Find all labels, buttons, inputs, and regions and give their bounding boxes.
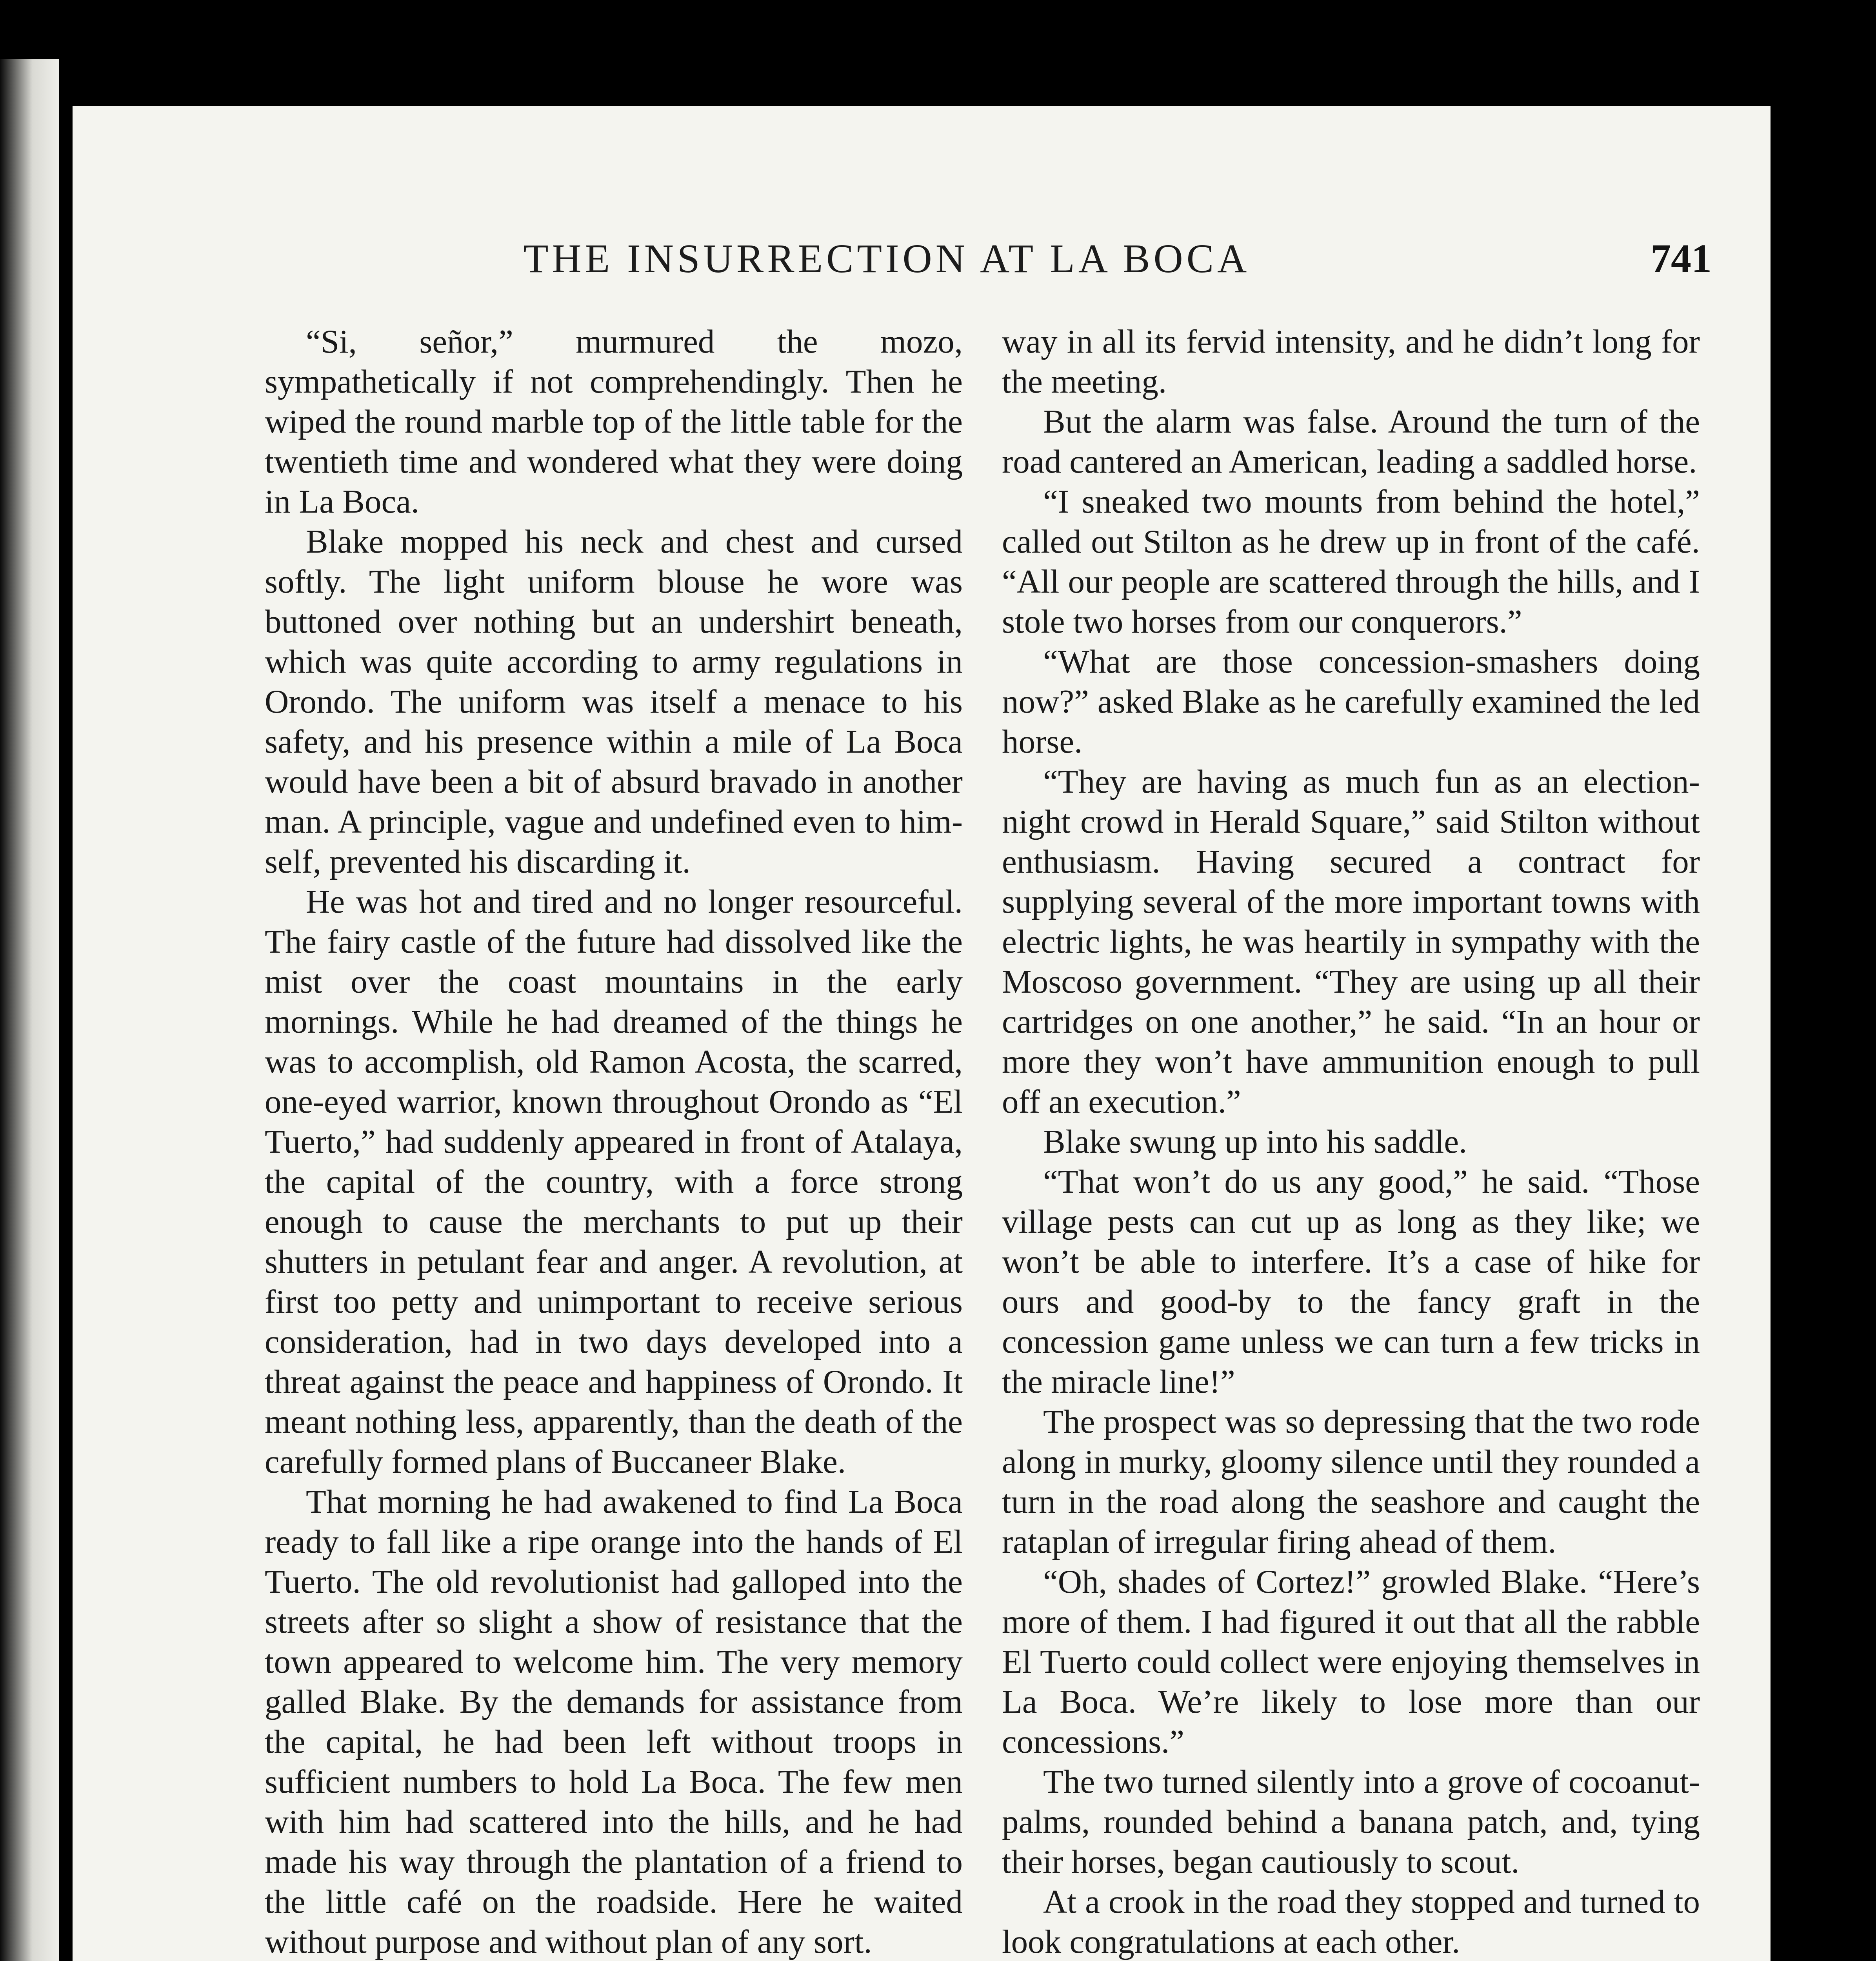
paragraph: The prospect was so depressing that the two rode along in murky, gloomy silence until they rounded a turn in the road along the seashore and caught the rataplan of irregular firing ahead of them. [1002, 1403, 1700, 1560]
paragraph: At a crook in the road they stopped and turned to look congratulations at each other. [1002, 1883, 1700, 1960]
paragraph: He was hot and tired and no longer resourceful. The fairy castle of the future had dissolved like the mist over the coast mountains in the early mornings. While he had dreamed of the things he was to accomplish, old Ramon Acosta, the scarred, one-eyed warrior, known throughout Orondo as “El Tuerto,” had suddenly appeared in front of Atalaya, the capital of the country, with a force strong enough to cause the merchants to put up their shutters in petulant fear and anger. A revolution, at first too petty and unimportant to receive serious consideration, had in two days developed into a threat against the peace and happiness of Orondo. It meant nothing less, apparently, than the death of the carefully formed plans of Buccaneer Blake. [265, 883, 963, 1480]
paragraph: “I sneaked two mounts from behind the hotel,” called out Stilton as he drew up in front of the café. “All our people are scattered through the hills, and I stole two horses from our conquerors.” [1002, 483, 1700, 640]
paragraph: The two turned silently into a grove of cocoanut-palms, rounded behind a banana patch, and, tying their horses, began cautiously to scout. [1002, 1763, 1700, 1880]
paragraph: Blake mopped his neck and chest and cursed softly. The light uniform blouse he wore was buttoned over nothing but an undershirt beneath, which was quite according to army regulations in Orondo. The uniform was itself a menace to his safety, and his presence within a mile of La Boca would have been a bit of absurd bravado in another man. A principle, vague and undefined even to himself, prevented his discarding it. [265, 523, 963, 880]
page-number: 741 [1651, 236, 1712, 281]
paragraph: Blake swung up into his saddle. [1043, 1123, 1467, 1160]
page-header [73, 235, 1771, 286]
right-column [1002, 322, 1700, 1961]
facing-page-edge [0, 59, 59, 1961]
book-page [73, 106, 1771, 1961]
paragraph: “What are those concession-smashers doing now?” asked Blake as he carefully examined the led horse. [1002, 643, 1700, 760]
paragraph: But the alarm was false. Around the turn of the road cantered an American, leading a saddled horse. [1002, 403, 1700, 480]
paragraph: “Oh, shades of Cortez!” growled Blake. “Here’s more of them. I had figured it out that all the rabble El Tuerto could collect were enjoying themselves in La Boca. We’re likely to lose more than our concessions.” [1002, 1563, 1700, 1760]
paragraph: That morning he had awakened to find La Boca ready to fall like a ripe orange into the hands of El Tuerto. The old revolutionist had galloped into the streets after so slight a show of resistance that the town appeared to welcome him. The very memory galled Blake. By the demands for assistance from the capital, he had been left without troops in sufficient numbers to hold La Boca. The few men with him had scattered into the hills, and he had made his way through the plantation of a friend to the little café on the roadside. Here he waited without purpose and without plan of any sort. [265, 1483, 963, 1960]
paragraph: “That won’t do us any good,” he said. “Those village pests can cut up as long as they like; we won’t be able to interfere. It’s a case of hike for ours and good-by to the fancy graft in the concession game unless we can turn a few tricks in the miracle line!” [1002, 1163, 1700, 1400]
paragraph: “They are having as much fun as an election-night crowd in Herald Square,” said Stilton without enthusiasm. Having secured a contract for supplying several of the more important towns with electric lights, he was heartily in sympathy with the Moscoso government. “They are using up all their cartridges on one another,” he said. “In an hour or more they won’t have ammunition enough to pull off an execution.” [1002, 763, 1700, 1120]
paragraph: “Si, señor,” murmured the mozo, sympathetically if not comprehendingly. Then he wiped the round marble top of the little table for the twentieth time and wondered what they were doing in La Boca. [265, 323, 963, 520]
running-title: THE INSURRECTION AT LA BOCA [524, 236, 1251, 281]
paragraph-continuation: way in all its fervid intensity, and he didn’t long for the meeting. [1002, 323, 1700, 400]
left-column [265, 322, 963, 1961]
